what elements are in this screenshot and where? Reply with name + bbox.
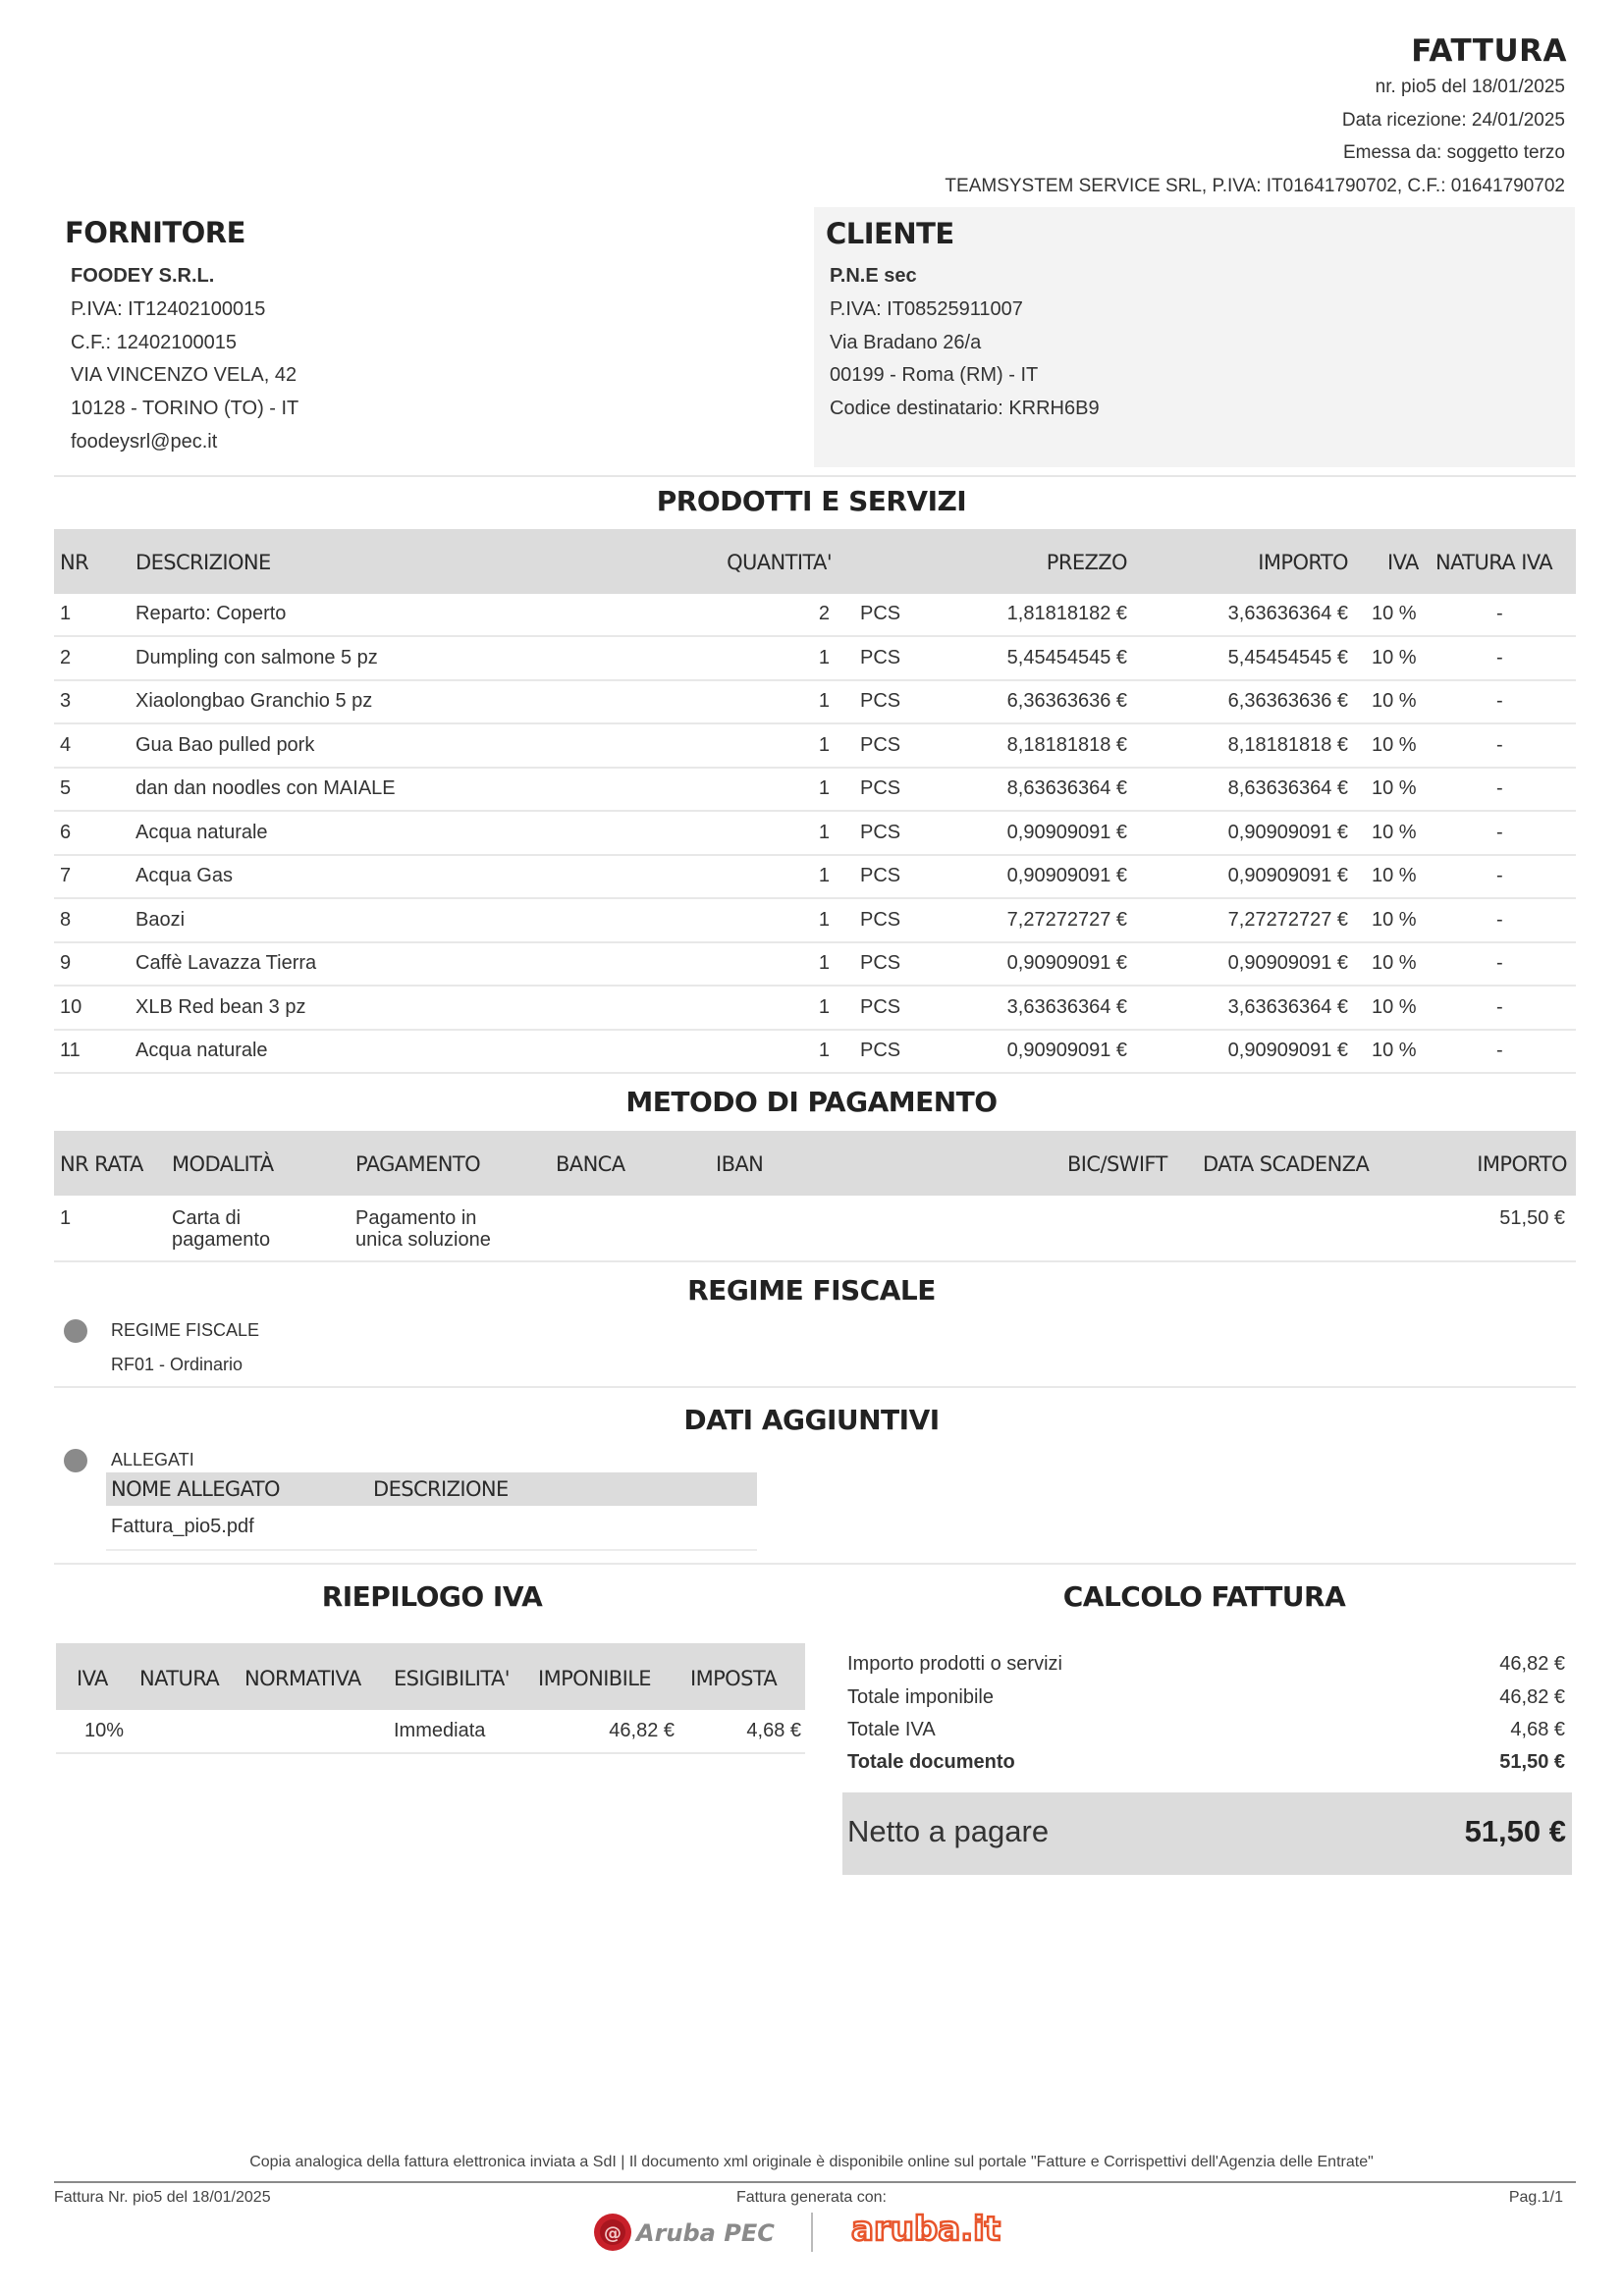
calc-label: Totale IVA (847, 1719, 936, 1740)
cell-nr: 10 (60, 995, 82, 1018)
col-importo: IMPORTO (1258, 551, 1348, 574)
cell-descrizione: Gua Bao pulled pork (135, 733, 315, 756)
calc-value: 4,68 € (1510, 1719, 1565, 1740)
allegati-label: ALLEGATI (111, 1450, 194, 1469)
cell-quantita: 1 (818, 952, 830, 974)
riep-iva: 10% (84, 1720, 125, 1741)
fornitore-piva: P.IVA: IT12402100015 (71, 298, 266, 320)
cell-nr: 4 (60, 733, 72, 756)
bullet-icon (64, 1449, 87, 1472)
cell-prezzo: 0,90909091 € (1006, 952, 1127, 974)
cell-natura-iva: - (1496, 821, 1503, 843)
col-nr-rata: NR RATA (60, 1152, 143, 1176)
invoice-number: nr. pio5 del 18/01/2025 (1375, 77, 1565, 97)
cell-iva: 10 % (1372, 952, 1417, 974)
riep-imponibile: 46,82 € (609, 1720, 675, 1741)
col-iban: IBAN (716, 1152, 764, 1176)
cell-descrizione: Acqua naturale (135, 1040, 268, 1061)
fornitore-title: FORNITORE (65, 216, 245, 249)
rata-nr: 1 (60, 1207, 72, 1229)
row-divider (54, 767, 1576, 769)
regime-title: REGIME FISCALE (687, 1274, 936, 1307)
rata-modalita-line: Carta di (172, 1207, 242, 1229)
netto-label: Netto a pagare (847, 1814, 1050, 1848)
issued-by: Emessa da: soggetto terzo (1342, 142, 1565, 163)
cell-unita: PCS (860, 777, 901, 799)
cell-natura-iva: - (1496, 908, 1503, 931)
cell-descrizione: Reparto: Coperto (135, 603, 287, 624)
cell-unita: PCS (860, 1040, 901, 1061)
col-bic-swift: BIC/SWIFT (1067, 1152, 1167, 1176)
cell-prezzo: 1,81818182 € (1006, 603, 1127, 624)
cell-prezzo: 7,27272727 € (1006, 908, 1127, 931)
col-data-scadenza: DATA SCADENZA (1203, 1152, 1370, 1176)
cell-natura-iva: - (1496, 733, 1503, 756)
cell-descrizione: Acqua naturale (135, 821, 268, 843)
col-importo-pagamento: IMPORTO (1477, 1152, 1567, 1176)
col-descrizione: DESCRIZIONE (135, 551, 271, 574)
rata-pagamento-line: unica soluzione (355, 1229, 491, 1251)
cliente-name: P.N.E sec (830, 265, 917, 287)
divider (106, 1549, 757, 1551)
cell-importo: 3,63636364 € (1227, 995, 1348, 1018)
calc-total-value: 51,50 € (1499, 1751, 1565, 1773)
rata-modalita (172, 1207, 270, 1251)
divider (54, 1563, 1576, 1565)
cell-natura-iva: - (1496, 1040, 1503, 1061)
cell-unita: PCS (860, 821, 901, 843)
cell-natura-iva: - (1496, 952, 1503, 974)
rata-pagamento-line: Pagamento in (355, 1207, 477, 1229)
regime-value: RF01 - Ordinario (111, 1355, 243, 1374)
cell-iva: 10 % (1372, 1040, 1417, 1061)
row-divider (54, 985, 1576, 987)
row-divider (54, 635, 1576, 637)
fornitore-cf: C.F.: 12402100015 (71, 332, 238, 353)
rata-importo: 51,50 € (1499, 1207, 1565, 1229)
cell-unita: PCS (860, 603, 901, 624)
cell-importo: 0,90909091 € (1227, 865, 1348, 886)
cell-unita: PCS (860, 865, 901, 886)
cell-iva: 10 % (1372, 690, 1417, 712)
row-divider (56, 1752, 805, 1754)
col-riep-esigibilita: ESIGIBILITA' (394, 1667, 510, 1690)
cell-quantita: 1 (818, 865, 830, 886)
cliente-codice-destinatario: Codice destinatario: KRRH6B9 (830, 398, 1100, 419)
cell-unita: PCS (860, 995, 901, 1018)
document-title: FATTURA (1411, 33, 1567, 69)
cell-nr: 9 (60, 952, 72, 974)
footer-invoice-ref: Fattura Nr. pio5 del 18/01/2025 (54, 2189, 271, 2206)
cell-prezzo: 0,90909091 € (1006, 865, 1127, 886)
col-pagamento: PAGAMENTO (355, 1152, 481, 1176)
cell-iva: 10 % (1372, 821, 1417, 843)
allegato-file[interactable]: Fattura_pio5.pdf (111, 1516, 254, 1537)
cell-nr: 8 (60, 908, 72, 931)
pagamento-title: METODO DI PAGAMENTO (625, 1086, 998, 1118)
cell-prezzo: 0,90909091 € (1006, 821, 1127, 843)
cell-quantita: 1 (818, 646, 830, 668)
footer-page: Pag.1/1 (1508, 2189, 1563, 2206)
cell-iva: 10 % (1372, 646, 1417, 668)
row-divider (54, 941, 1576, 943)
row-divider (54, 1072, 1576, 1074)
cliente-city: 00199 - Roma (RM) - IT (830, 364, 1039, 386)
calc-total-label: Totale documento (847, 1751, 1015, 1773)
fornitore-name: FOODEY S.R.L. (71, 265, 215, 287)
netto-value: 51,50 € (1464, 1814, 1566, 1848)
cell-nr: 11 (60, 1040, 81, 1061)
cell-quantita: 1 (818, 1040, 830, 1061)
cell-iva: 10 % (1372, 603, 1417, 624)
col-riep-iva: IVA (77, 1667, 108, 1690)
calc-value: 46,82 € (1499, 1686, 1565, 1708)
svg-text:@: @ (604, 2223, 622, 2244)
cliente-title: CLIENTE (826, 217, 954, 250)
col-natura-iva: NATURA IVA (1435, 551, 1553, 574)
col-descrizione-allegato: DESCRIZIONE (373, 1477, 509, 1501)
row-divider (54, 1029, 1576, 1031)
cell-descrizione: Dumpling con salmone 5 pz (135, 646, 378, 668)
cell-quantita: 2 (818, 603, 830, 624)
col-nr: NR (60, 551, 89, 574)
fornitore-email: foodeysrl@pec.it (71, 431, 218, 453)
cell-quantita: 1 (818, 908, 830, 931)
cell-iva: 10 % (1372, 865, 1417, 886)
cell-prezzo: 8,18181818 € (1006, 733, 1127, 756)
cell-natura-iva: - (1496, 603, 1503, 624)
regime-label: REGIME FISCALE (111, 1320, 260, 1340)
calc-label: Totale imponibile (847, 1686, 994, 1708)
cell-iva: 10 % (1372, 777, 1417, 799)
cell-prezzo: 5,45454545 € (1006, 646, 1127, 668)
cell-iva: 10 % (1372, 733, 1417, 756)
row-divider (54, 722, 1576, 724)
footer-divider (54, 2181, 1576, 2183)
col-modalita: MODALITÀ (172, 1152, 274, 1176)
col-riep-natura: NATURA (139, 1667, 220, 1690)
cell-iva: 10 % (1372, 995, 1417, 1018)
cliente-address: Via Bradano 26/a (830, 332, 982, 353)
cell-natura-iva: - (1496, 777, 1503, 799)
cell-descrizione: Caffè Lavazza Tierra (135, 952, 317, 974)
cell-quantita: 1 (818, 777, 830, 799)
cell-descrizione: Xiaolongbao Granchio 5 pz (135, 690, 373, 712)
cell-unita: PCS (860, 690, 901, 712)
riep-esigibilita: Immediata (394, 1720, 486, 1741)
aruba-pec-wordmark: Aruba PEC (636, 2219, 775, 2247)
cell-prezzo: 6,36363636 € (1006, 690, 1127, 712)
fornitore-city: 10128 - TORINO (TO) - IT (71, 398, 299, 419)
aruba-it-logo-icon (849, 2207, 1006, 2254)
cell-importo: 8,18181818 € (1227, 733, 1348, 756)
cell-importo: 0,90909091 € (1227, 952, 1348, 974)
dati-aggiuntivi-title: DATI AGGIUNTIVI (683, 1404, 940, 1436)
cell-descrizione: dan dan noodles con MAIALE (135, 777, 396, 799)
row-divider (54, 679, 1576, 681)
col-riep-normativa: NORMATIVA (244, 1667, 361, 1690)
cell-importo: 0,90909091 € (1227, 821, 1348, 843)
calcolo-title: CALCOLO FATTURA (1062, 1580, 1346, 1613)
cell-unita: PCS (860, 908, 901, 931)
cell-importo: 6,36363636 € (1227, 690, 1348, 712)
cell-nr: 3 (60, 690, 72, 712)
cell-natura-iva: - (1496, 690, 1503, 712)
cell-descrizione: Acqua Gas (135, 865, 233, 886)
logo-divider (811, 2213, 813, 2252)
divider (54, 475, 1576, 477)
cell-nr: 7 (60, 865, 72, 886)
cell-natura-iva: - (1496, 865, 1503, 886)
cell-unita: PCS (860, 646, 901, 668)
rata-pagamento (355, 1207, 491, 1251)
cell-importo: 5,45454545 € (1227, 646, 1348, 668)
cell-quantita: 1 (818, 733, 830, 756)
footer-note: Copia analogica della fattura elettronica inviata a SdI | Il documento xml originale è disponibile online sul portale "Fatture e Corrispettivi dell'Agenzia delle Entrate" (249, 2154, 1374, 2170)
col-riep-imposta: IMPOSTA (690, 1667, 778, 1690)
cell-nr: 1 (60, 603, 72, 624)
cell-nr: 5 (60, 777, 72, 799)
fornitore-address: VIA VINCENZO VELA, 42 (71, 364, 298, 386)
cliente-piva: P.IVA: IT08525911007 (830, 298, 1023, 320)
calc-value: 46,82 € (1499, 1653, 1565, 1675)
riepilogo-iva-title: RIEPILOGO IVA (321, 1580, 543, 1613)
cell-quantita: 1 (818, 690, 830, 712)
calc-label: Importo prodotti o servizi (847, 1653, 1062, 1675)
fornitore-section (65, 216, 772, 453)
cell-nr: 2 (60, 646, 72, 668)
aruba-pec-logo-icon (589, 2211, 785, 2254)
aruba-pec-logo (589, 2211, 785, 2254)
cell-descrizione: XLB Red bean 3 pz (135, 995, 306, 1018)
issuer-details: TEAMSYSTEM SERVICE SRL, P.IVA: IT01641790702, C.F.: 01641790702 (945, 176, 1565, 196)
riep-imposta: 4,68 € (746, 1720, 801, 1741)
col-nome-allegato: NOME ALLEGATO (111, 1477, 280, 1501)
row-divider (54, 897, 1576, 899)
col-riep-imponibile: IMPONIBILE (538, 1667, 651, 1690)
cell-natura-iva: - (1496, 995, 1503, 1018)
col-banca: BANCA (556, 1152, 625, 1176)
cell-unita: PCS (860, 733, 901, 756)
aruba-it-logo (849, 2207, 1006, 2254)
prodotti-title: PRODOTTI E SERVIZI (656, 485, 967, 517)
bullet-icon (64, 1319, 87, 1343)
cell-unita: PCS (860, 952, 901, 974)
footer-generated-with: Fattura generata con: (736, 2189, 887, 2206)
cell-importo: 7,27272727 € (1227, 908, 1348, 931)
cell-descrizione: Baozi (135, 908, 186, 931)
cell-quantita: 1 (818, 995, 830, 1018)
reception-date: Data ricezione: 24/01/2025 (1341, 110, 1565, 131)
cell-prezzo: 8,63636364 € (1006, 777, 1127, 799)
cell-importo: 0,90909091 € (1227, 1040, 1348, 1061)
cell-iva: 10 % (1372, 908, 1417, 931)
cliente-section (814, 207, 1575, 467)
col-quantita: QUANTITA' (727, 551, 832, 574)
divider (54, 1386, 1576, 1388)
cell-nr: 6 (60, 821, 72, 843)
cell-quantita: 1 (818, 821, 830, 843)
cell-prezzo: 0,90909091 € (1006, 1040, 1127, 1061)
cell-natura-iva: - (1496, 646, 1503, 668)
netto-a-pagare-box (842, 1792, 1572, 1875)
col-prezzo: PREZZO (1046, 551, 1127, 574)
cell-importo: 8,63636364 € (1227, 777, 1348, 799)
col-iva: IVA (1387, 551, 1419, 574)
row-divider (54, 810, 1576, 812)
row-divider (54, 854, 1576, 856)
cell-prezzo: 3,63636364 € (1006, 995, 1127, 1018)
cell-importo: 3,63636364 € (1227, 603, 1348, 624)
aruba-it-wordmark: aruba.it (851, 2210, 1001, 2249)
row-divider (54, 1260, 1576, 1262)
rata-modalita-line: pagamento (172, 1229, 271, 1251)
